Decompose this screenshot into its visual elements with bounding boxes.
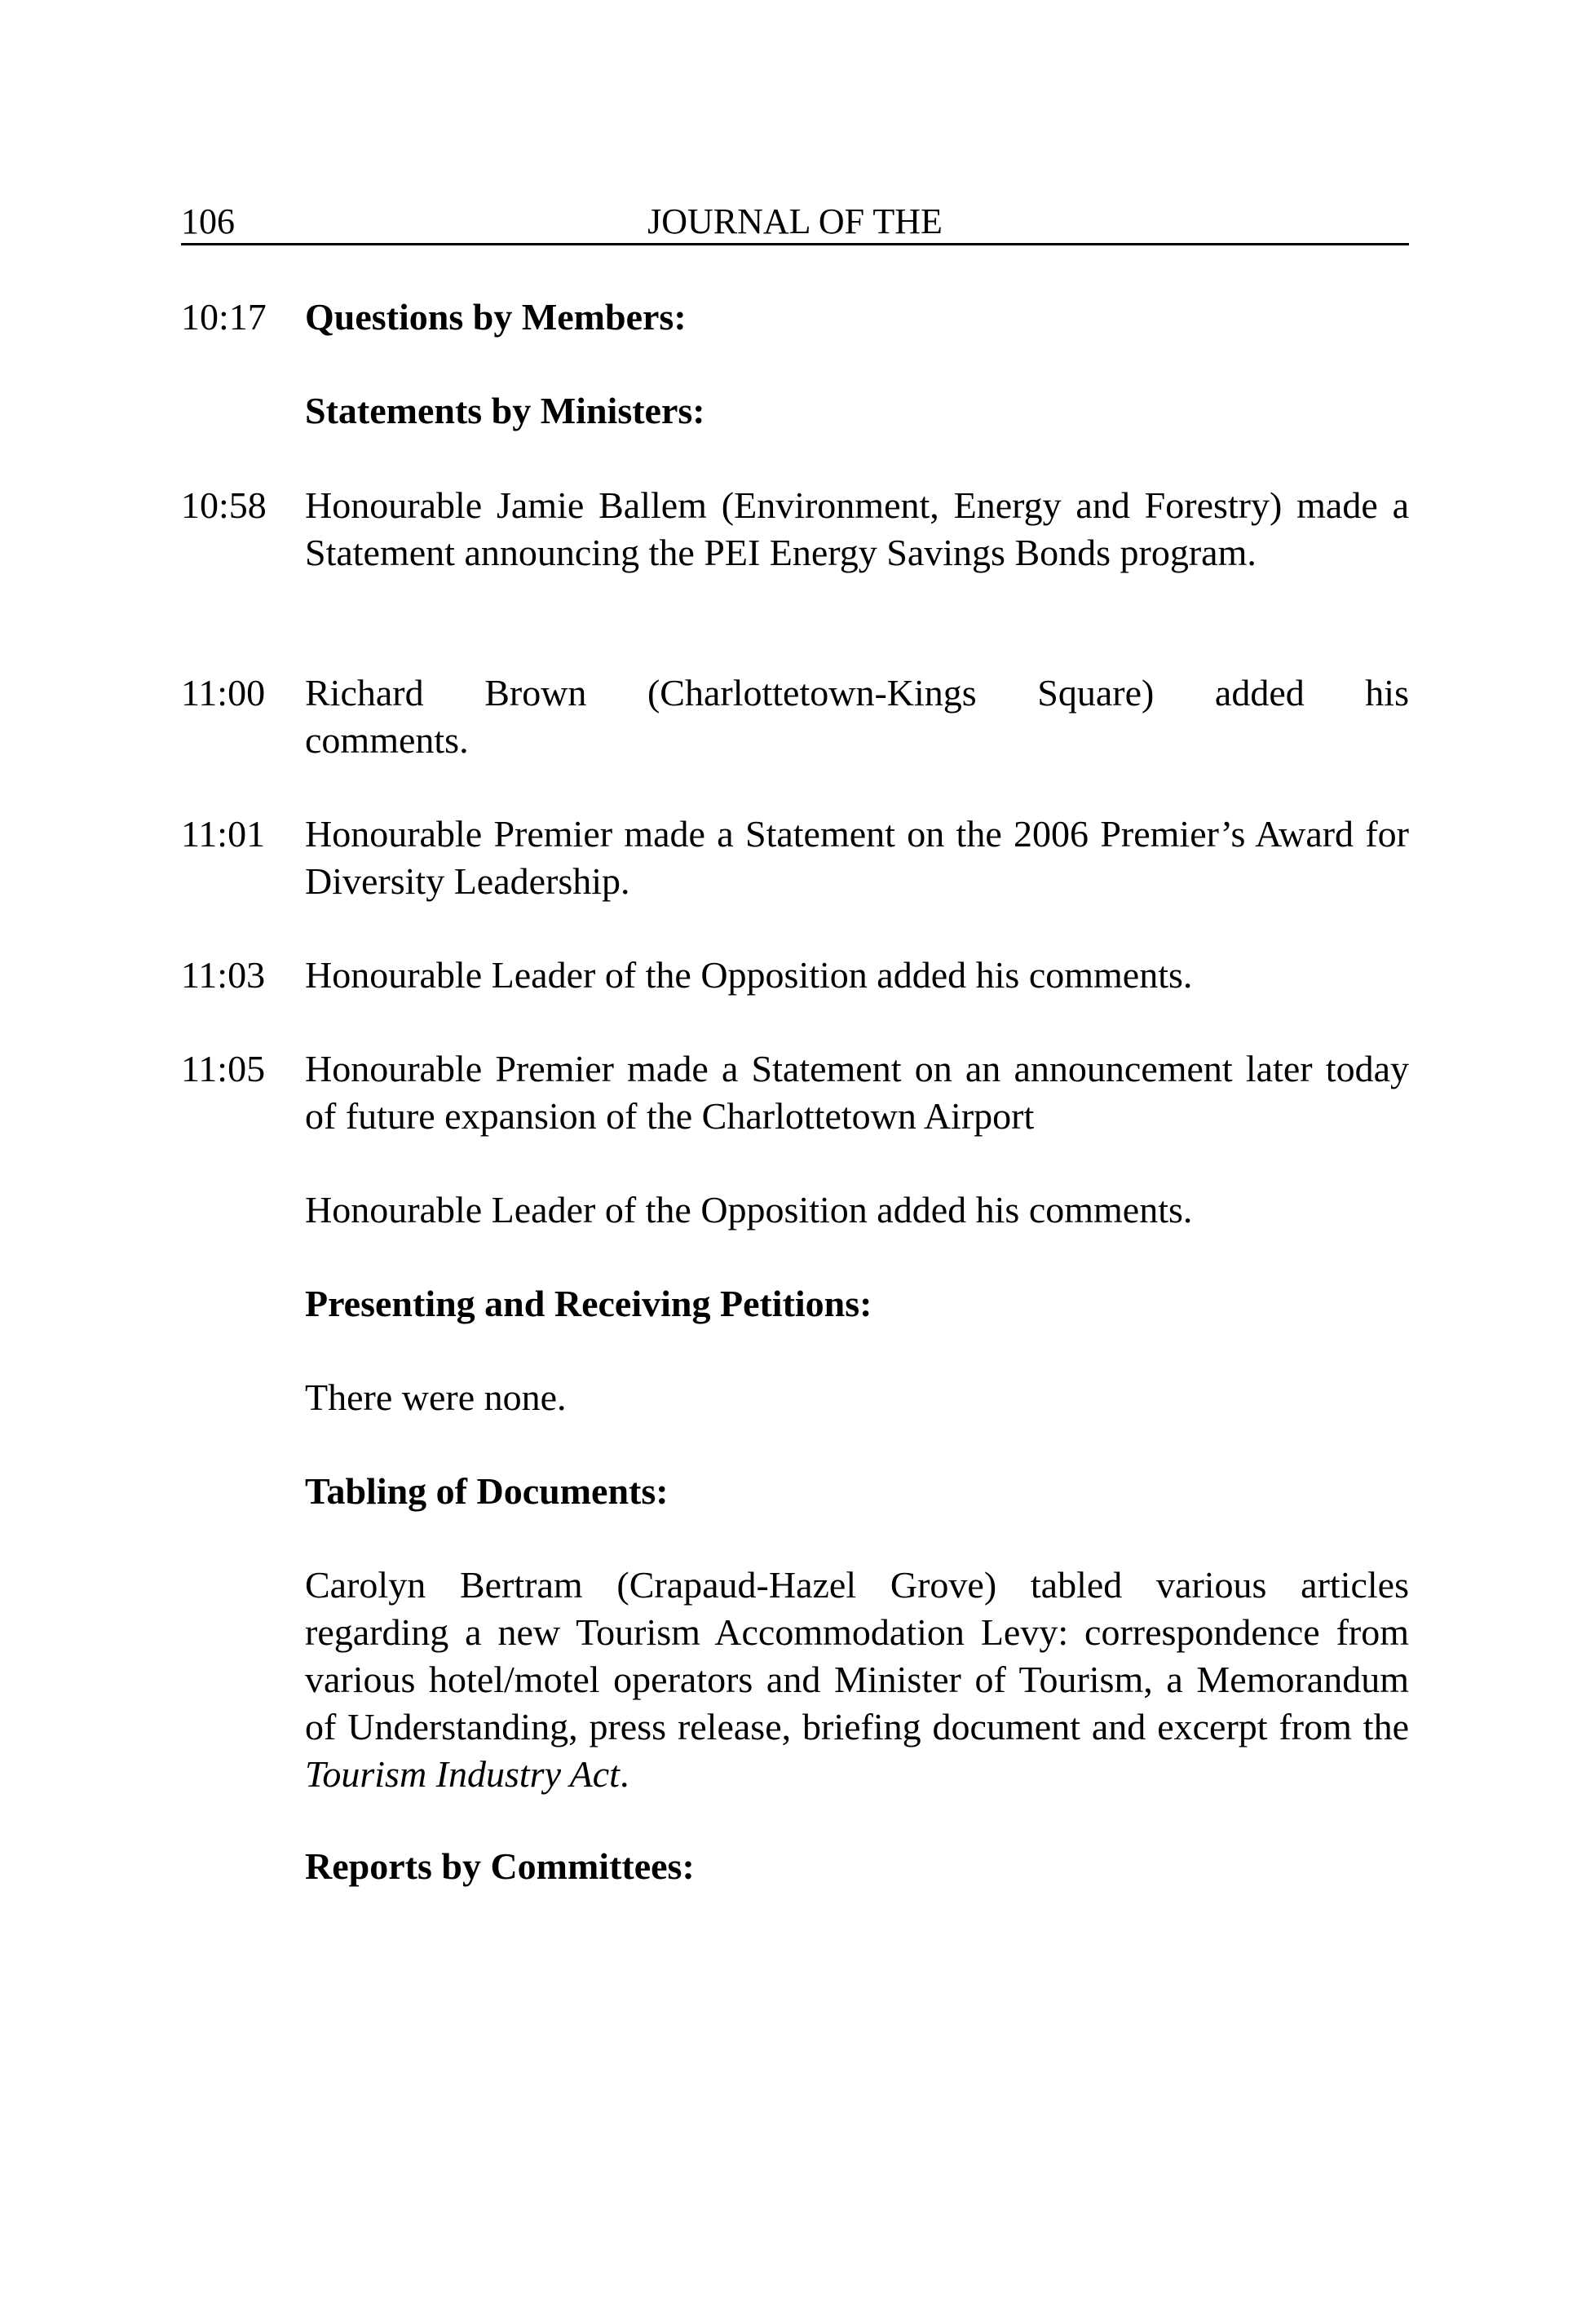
section-heading: Tabling of Documents: [305,1470,669,1512]
entry-time: 11:05 [181,1048,266,1089]
journal-entry [181,669,1409,764]
page-number: 106 [181,201,235,241]
journal-entry [181,482,1409,577]
journal-entry [181,1843,1409,1890]
journal-entry [181,1280,1409,1328]
entry-text: There were none. [305,1376,567,1418]
entry-time: 11:00 [181,672,266,714]
journal-entry [181,1186,1409,1234]
journal-entry [181,952,1409,999]
entry-text: Honourable Leader of the Opposition added his comments. [305,954,1193,996]
section-heading: Questions by Members: [305,296,687,338]
entry-text: Honourable Jamie Ballem (Environment, Energy and Forestry) made a Statement announcing the PEI Energy Savings Bonds program. [305,484,1409,573]
page-header [181,201,1409,245]
journal-entry [181,1468,1409,1515]
act-title: Tourism Industry Act [305,1753,620,1795]
journal-entry [181,1045,1409,1140]
entry-time: 11:01 [181,813,266,855]
journal-entry [181,387,1409,435]
section-heading: Reports by Committees: [305,1845,695,1887]
journal-entry [181,294,1409,341]
entry-text-line: Richard Brown (Charlottetown-Kings Square) added his [305,672,1409,714]
journal-entry [181,811,1409,905]
section-heading: Presenting and Receiving Petitions: [305,1283,872,1324]
entry-time: 10:58 [181,484,267,526]
entry-text: Honourable Leader of the Opposition added his comments. [305,1189,1193,1230]
entry-time: 11:03 [181,954,266,996]
entry-text: Honourable Premier made a Statement on the 2006 Premier’s Award for Diversity Leadership. [305,813,1409,902]
journal-entry [181,1374,1409,1421]
entry-text-main: Carolyn Bertram (Crapaud-Hazel Grove) tabled various articles regarding a new Tourism Accommodation Levy: correspondence from various hotel/motel operators and Minister of Tourism, a Memorandum of Understanding, press release, briefing document and excerpt from the [305,1564,1409,1747]
entry-text-tail: . [619,1753,629,1795]
journal-entry [181,1562,1409,1798]
running-head: JOURNAL OF THE [647,201,943,241]
section-heading: Statements by Ministers: [305,390,705,431]
entry-text-line: comments. [305,719,469,761]
entry-text [305,1562,1409,1798]
entry-time: 10:17 [181,296,267,338]
entry-text: Honourable Premier made a Statement on an announcement later today of future expansion of the Charlottetown Airport [305,1048,1409,1137]
